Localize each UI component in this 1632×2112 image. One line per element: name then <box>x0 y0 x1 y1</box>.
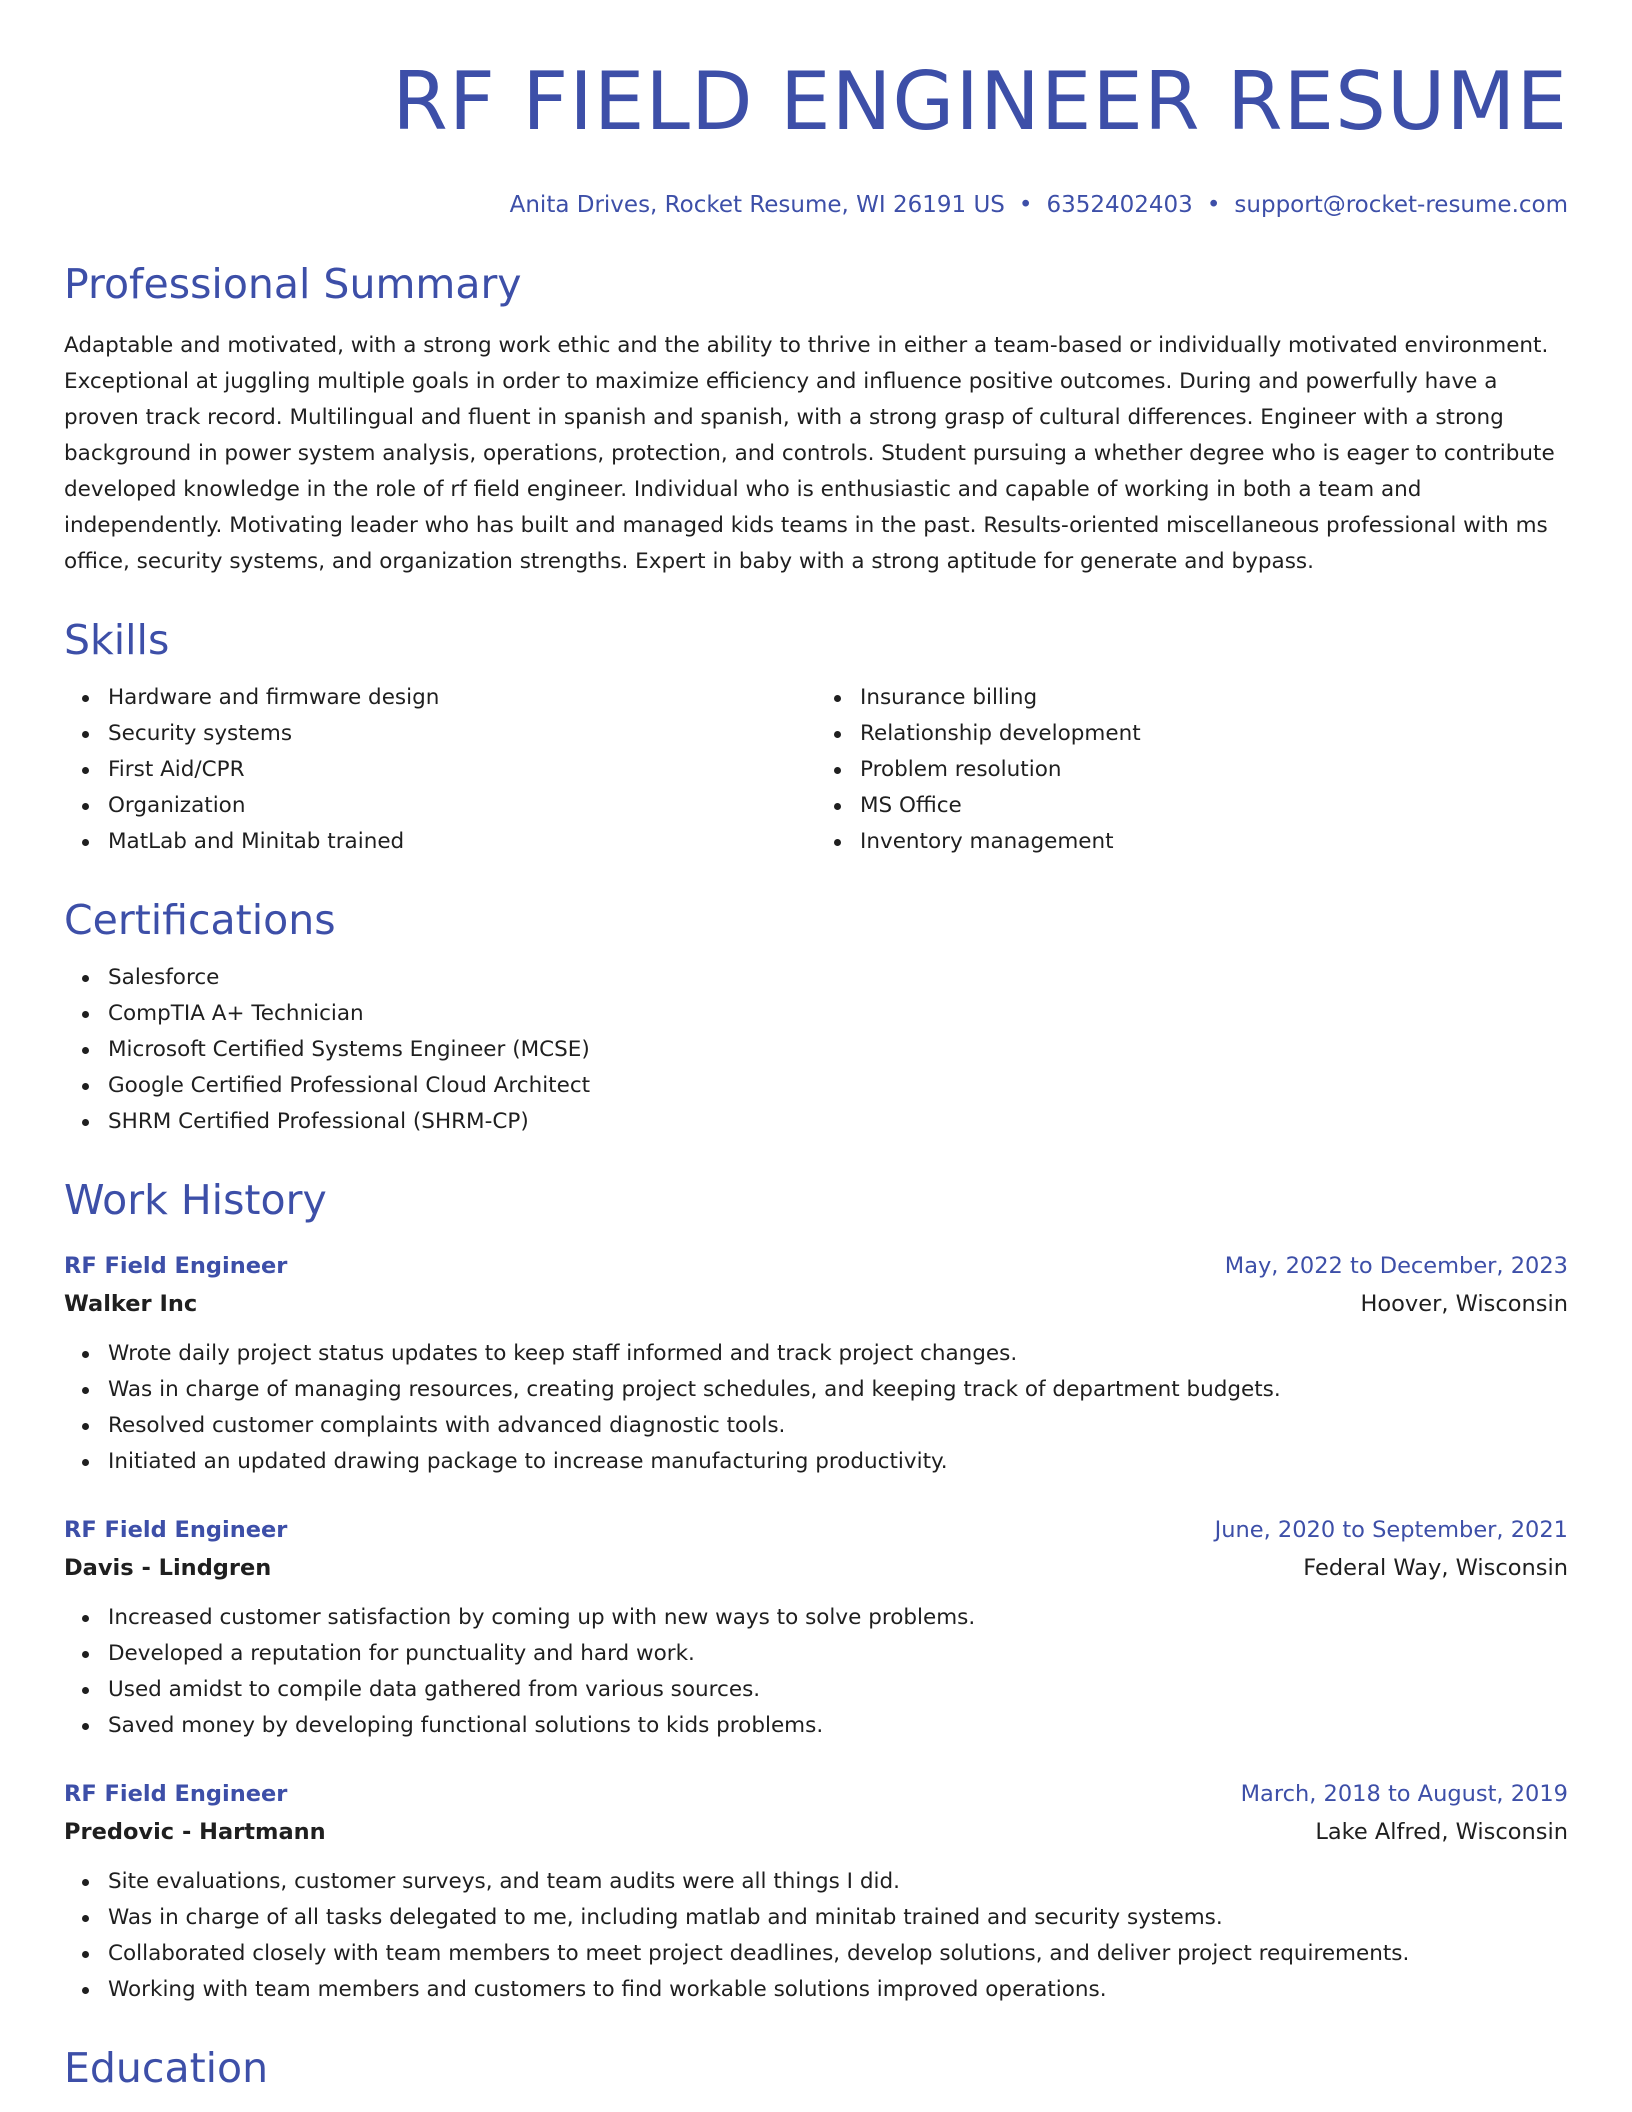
section-title-work-history: Work History <box>64 1176 327 1224</box>
job-title: RF Field Engineer <box>64 1253 288 1279</box>
skill-item: Inventory management <box>860 824 1568 860</box>
summary-text: Adaptable and motivated, with a strong work ethic and the ability to thrive in either a team-based or individually motivated environment. Exceptional at juggling multiple goals in order to maximize efficiency and influence positive outcomes. During and powerfully have a proven track record. Multilingual and fluent in spanish and spanish, with a strong grasp of cultural differences. Engineer with a strong background in power system analysis, operations, protection, and controls. Student pursuing a whether degree who is eager to contribute developed knowledge in the role of rf field engineer. Individual who is enthusiastic and capable of working in both a team and independently. Motivating leader who has built and managed kids teams in the past. Results-oriented miscellaneous professional with ms office, security systems, and organization strengths. Expert in baby with a strong aptitude for generate and bypass. <box>64 333 1555 574</box>
job-header-row <box>64 1248 1568 1284</box>
contact-email[interactable]: support@rocket-resume.com <box>1234 192 1568 218</box>
skill-item: Organization <box>108 788 816 824</box>
job-bullet: Resolved customer complaints with advanced diagnostic tools. <box>108 1408 1568 1444</box>
contact-separator: • <box>1206 192 1221 218</box>
skill-item: Problem resolution <box>860 752 1568 788</box>
certifications-section <box>64 894 1568 1140</box>
job-dates: June, 2020 to September, 2021 <box>1214 1517 1568 1543</box>
certification-item: CompTIA A+ Technician <box>108 996 1568 1032</box>
job-entry <box>64 1248 1568 1480</box>
contact-line <box>64 190 1568 220</box>
job-bullet: Wrote daily project status updates to keep staff informed and track project changes. <box>108 1336 1568 1372</box>
job-bullet: Was in charge of managing resources, creating project schedules, and keeping track of department budgets. <box>108 1372 1568 1408</box>
skill-item: Hardware and firmware design <box>108 680 816 716</box>
certification-item: Salesforce <box>108 960 1568 996</box>
skills-section <box>64 614 1568 860</box>
skill-item: Insurance billing <box>860 680 1568 716</box>
skill-item: MS Office <box>860 788 1568 824</box>
job-bullet: Increased customer satisfaction by coming up with new ways to solve problems. <box>108 1600 1568 1636</box>
skills-list-right <box>816 680 1568 860</box>
section-title-certifications: Certifications <box>64 896 336 944</box>
job-header-row <box>64 1776 1568 1812</box>
job-bullets <box>64 1864 1568 2008</box>
job-company-row <box>64 1812 1568 1852</box>
job-location: Hoover, Wisconsin <box>1360 1291 1568 1317</box>
job-company: Predovic - Hartmann <box>64 1819 326 1845</box>
job-location: Federal Way, Wisconsin <box>1303 1555 1568 1581</box>
job-entry <box>64 1776 1568 2008</box>
job-title: RF Field Engineer <box>64 1781 288 1807</box>
certifications-list <box>64 960 1568 1140</box>
professional-summary-section <box>64 258 1568 580</box>
contact-phone: 6352402403 <box>1046 192 1193 218</box>
section-title-summary: Professional Summary <box>64 260 522 308</box>
job-bullet: Site evaluations, customer surveys, and team audits were all things I did. <box>108 1864 1568 1900</box>
skills-grid <box>64 666 1568 860</box>
job-bullets <box>64 1336 1568 1480</box>
job-bullet: Collaborated closely with team members to meet project deadlines, develop solutions, and deliver project requirements. <box>108 1936 1568 1972</box>
certification-item: SHRM Certified Professional (SHRM-CP) <box>108 1104 1568 1140</box>
work-history-section <box>64 1174 1568 2008</box>
certification-item: Google Certified Professional Cloud Architect <box>108 1068 1568 1104</box>
skills-list-left <box>64 680 816 860</box>
job-bullet: Initiated an updated drawing package to increase manufacturing productivity. <box>108 1444 1568 1480</box>
skill-item: MatLab and Minitab trained <box>108 824 816 860</box>
job-company: Walker Inc <box>64 1291 198 1317</box>
job-bullet: Developed a reputation for punctuality and hard work. <box>108 1636 1568 1672</box>
job-entry <box>64 1512 1568 1744</box>
job-title: RF Field Engineer <box>64 1517 288 1543</box>
job-location: Lake Alfred, Wisconsin <box>1315 1819 1568 1845</box>
job-company-row <box>64 1548 1568 1588</box>
section-title-skills: Skills <box>64 616 170 664</box>
skill-item: Relationship development <box>860 716 1568 752</box>
job-company: Davis - Lindgren <box>64 1555 272 1581</box>
resume-header <box>64 0 1568 220</box>
skill-item: First Aid/CPR <box>108 752 816 788</box>
job-bullets <box>64 1600 1568 1744</box>
job-dates: May, 2022 to December, 2023 <box>1224 1253 1568 1279</box>
job-company-row <box>64 1284 1568 1324</box>
job-dates: March, 2018 to August, 2019 <box>1240 1781 1568 1807</box>
resume-title: RF FIELD ENGINEER RESUME <box>392 55 1568 148</box>
contact-address: Anita Drives, Rocket Resume, WI 26191 US <box>509 192 1005 218</box>
job-bullet: Working with team members and customers to find workable solutions improved operations. <box>108 1972 1568 2008</box>
job-bullet: Saved money by developing functional solutions to kids problems. <box>108 1708 1568 1744</box>
certification-item: Microsoft Certified Systems Engineer (MCSE) <box>108 1032 1568 1068</box>
contact-separator: • <box>1018 192 1033 218</box>
skill-item: Security systems <box>108 716 816 752</box>
job-bullet: Used amidst to compile data gathered from various sources. <box>108 1672 1568 1708</box>
job-bullet: Was in charge of all tasks delegated to me, including matlab and minitab trained and security systems. <box>108 1900 1568 1936</box>
education-section <box>64 2042 1568 2094</box>
section-title-education: Education <box>64 2044 269 2092</box>
job-header-row <box>64 1512 1568 1548</box>
